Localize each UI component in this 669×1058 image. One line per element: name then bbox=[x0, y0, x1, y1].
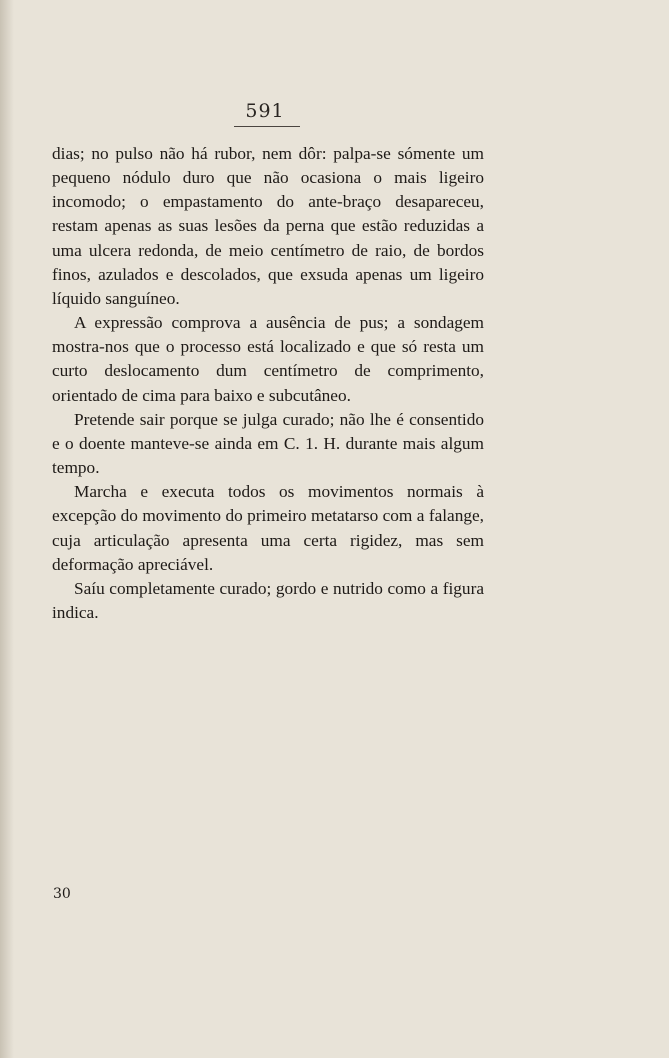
paragraph-2: A expressão comprova a ausência de pus; a sondagem mostra-nos que o processo está localizado e que só resta um curto deslocamento dum centímetro de comprimento, orientado de cima para baixo e subcutâneo. bbox=[52, 313, 484, 405]
page-number: 591 bbox=[245, 100, 285, 122]
paragraph-5: Saíu completamente curado; gordo e nutrido como a figura indica. bbox=[52, 578, 484, 622]
page-number-rule bbox=[234, 126, 300, 127]
paragraph-3: Pretende sair porque se julga curado; não lhe é consentido e o doente manteve-se ainda em C. 1. H. durante mais algum tempo. bbox=[52, 409, 484, 478]
paragraph-1: dias; no pulso não há rubor, nem dôr: palpa-se sómente um pequeno nódulo duro que não ocasiona o mais ligeiro incomodo; o empastamento do ante-braço desapareceu, restam apenas as suas lesões da perna que estão reduzidas a uma ulcera redonda, de meio centímetro de raio, de bordos finos, azulados e descolados, que exsuda apenas um ligeiro líquido sanguíneo. bbox=[52, 144, 484, 308]
body-text bbox=[52, 142, 484, 625]
signature-mark: 30 bbox=[53, 886, 71, 902]
paragraph-4: Marcha e executa todos os movimentos normais à excepção do movimento do primeiro metatarso com a falange, cuja articulação apresenta uma certa rigidez, mas sem deformação apreciável. bbox=[52, 482, 484, 574]
page-gutter-shadow bbox=[0, 0, 14, 1058]
